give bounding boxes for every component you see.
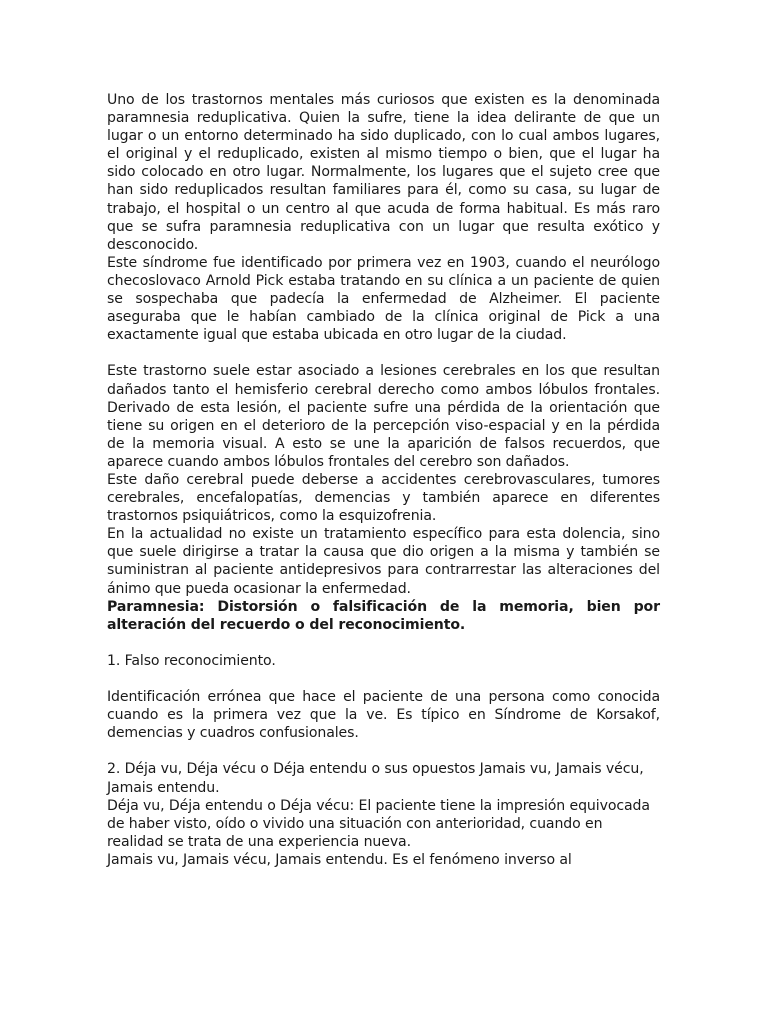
list-heading-deja-vu: 2. Déja vu, Déja vécu o Déja entendu o sus opuestos Jamais vu, Jamais vécu, Jamais entendu.: [107, 761, 644, 796]
blank-line: [107, 742, 660, 760]
blank-line: [107, 344, 660, 362]
paragraph-reduplicative-paramnesia: Uno de los trastornos mentales más curiosos que existen es la denominada paramnesia reduplicativa. Quien la sufre, tiene la idea delirante de que un lugar o un entorno determinado ha sido duplicado, con lo cual ambos lugares, el original y el reduplicado, existen al mismo tiempo o bien, que el lugar ha sido colocado en otro lugar. Normalmente, los lugares que el sujeto cree que han sido reduplicados resultan familiares para él, como su casa, su lugar de trabajo, el hospital o un centro al que acuda de forma habitual. Es más raro que se sufra paramnesia reduplicativa con un lugar que resulta exótico y desconocido.: [107, 92, 660, 253]
paragraph-deja-vu: Déja vu, Déja entendu o Déja vécu: El paciente tiene la impresión equivocada de haber visto, oído o vivido una situación con anterioridad, cuando en realidad se trata de una experiencia nueva.: [107, 797, 650, 850]
list-heading-false-recognition: 1. Falso reconocimiento.: [107, 652, 276, 669]
paragraph-treatment: En la actualidad no existe un tratamiento específico para esta dolencia, sino que suele dirigirse a tratar la causa que dio origen a la misma y también se suministran al paciente antidepresivos para contrarrestar las alteraciones del ánimo que pueda ocasionar la enfermedad.: [107, 526, 660, 597]
blank-line: [107, 670, 660, 688]
paragraph-jamais-vu: Jamais vu, Jamais vécu, Jamais entendu. Es el fenómeno inverso al: [107, 851, 572, 868]
document-body: [107, 91, 660, 869]
paragraph-false-recognition: Identificación errónea que hace el paciente de una persona como conocida cuando es la primera vez que la ve. Es típico en Síndrome de Korsakof, demencias y cuadros confusionales.: [107, 689, 660, 742]
paramnesia-definition-heading: Paramnesia: Distorsión o falsificación de la memoria, bien por alteración del recuerdo o del reconocimiento.: [107, 598, 660, 633]
paragraph-brain-lesions: Este trastorno suele estar asociado a lesiones cerebrales en los que resultan dañados tanto el hemisferio cerebral derecho como ambos lóbulos frontales. Derivado de esta lesión, el paciente sufre una pérdida de la orientación que tiene su origen en el deterioro de la percepción viso-espacial y en la pérdida de la memoria visual. A esto se une la aparición de falsos recuerdos, que aparece cuando ambos lóbulos frontales del cerebro son dañados.: [107, 363, 660, 470]
paragraph-causes: Este daño cerebral puede deberse a accidentes cerebrovasculares, tumores cerebrales, encefalopatías, demencias y también aparece en diferentes trastornos psiquiátricos, como la esquizofrenia.: [107, 471, 660, 525]
blank-line: [107, 634, 660, 652]
paragraph-arnold-pick: Este síndrome fue identificado por primera vez en 1903, cuando el neurólogo checoslovaco Arnold Pick estaba tratando en su clínica a un paciente de quien se sospechaba que padecía la enfermedad de Alzheimer. El paciente aseguraba que le habían cambiado de la clínica original de Pick a una exactamente igual que estaba ubicada en otro lugar de la ciudad.: [107, 254, 660, 344]
